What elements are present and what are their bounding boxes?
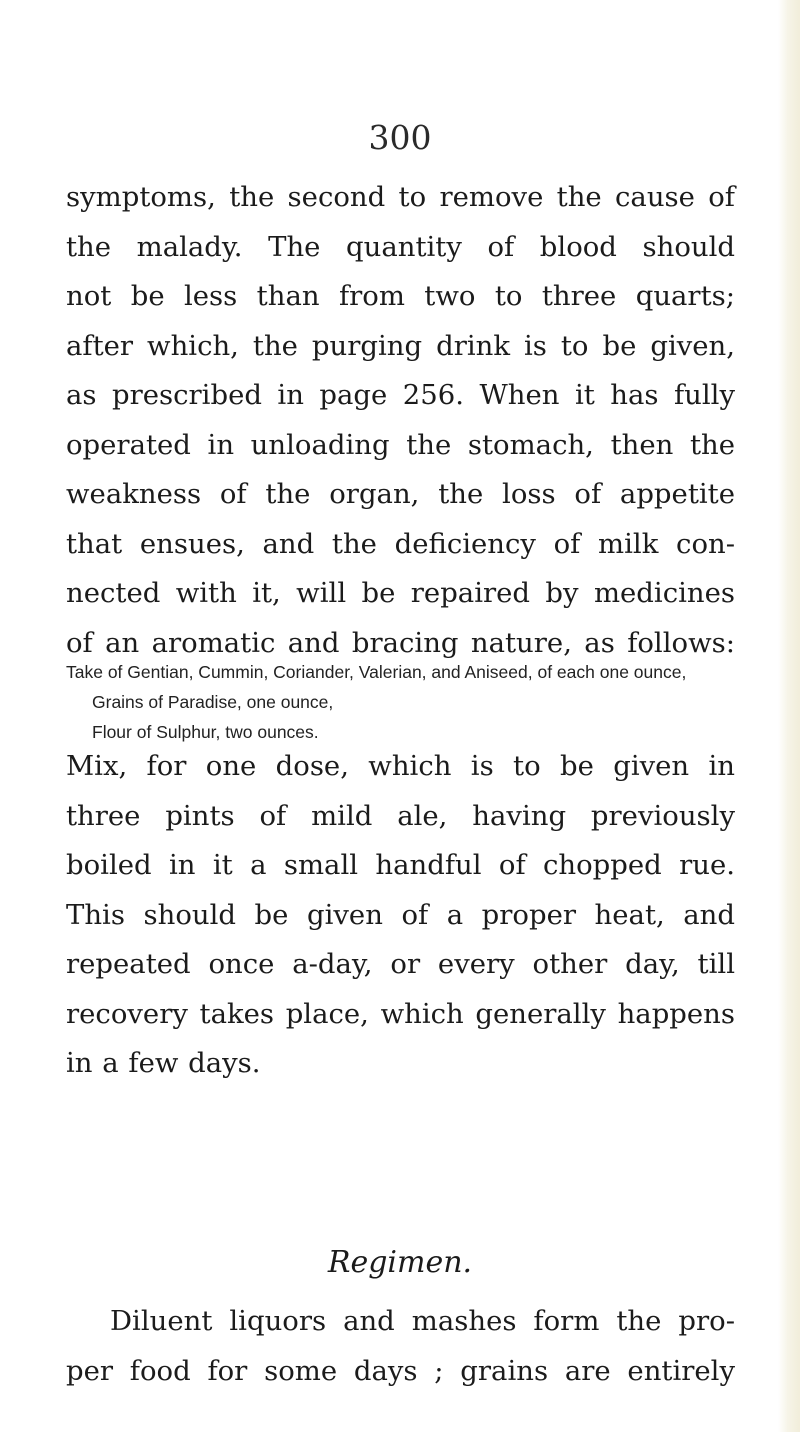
page-number: 300	[368, 118, 432, 157]
text-line: boiled in it a small handful of chopped rue.	[66, 849, 735, 881]
text-line: repeated once a-day, or every other day, till	[66, 948, 735, 980]
text-line: symptoms, the second to remove the cause of	[66, 181, 735, 213]
text-line: after which, the purging drink is to be given,	[66, 329, 735, 362]
text-line: three pints of mild ale, having previously	[66, 799, 735, 832]
text-line: weakness of the organ, the loss of appetite	[66, 478, 735, 510]
text-line: of an aromatic and bracing nature, as follows:	[66, 626, 735, 659]
text-line: per food for some days ; grains are entirely	[66, 1354, 735, 1387]
text-line: operated in unloading the stomach, then the	[66, 428, 735, 461]
text-line: in a few days.	[66, 1047, 261, 1079]
text-line: This should be given of a proper heat, and	[66, 898, 735, 931]
paragraph-dose	[66, 742, 735, 1089]
text-line: that ensues, and the deficiency of milk con-	[66, 527, 735, 560]
text-line: Mix, for one dose, which is to be given in	[66, 750, 735, 782]
text-line: the malady. The quantity of blood should	[66, 230, 735, 263]
recipe-line: Take of Gentian, Cummin, Coriander, Valerian, and Aniseed, of each one ounce,	[66, 662, 687, 682]
text-line: nected with it, will be repaired by medicines	[66, 577, 735, 609]
text-line: recovery takes place, which generally happens	[66, 997, 735, 1030]
text-line: as prescribed in page 256. When it has fully	[66, 379, 735, 411]
text-line: not be less than from two to three quarts;	[66, 280, 735, 312]
recipe-block	[0, 657, 800, 747]
paragraph-symptoms	[66, 173, 735, 668]
paragraph-regimen	[66, 1297, 735, 1396]
recipe-line: Grains of Paradise, one ounce,	[92, 692, 334, 712]
recipe-line: Flour of Sulphur, two ounces.	[92, 722, 319, 742]
section-heading: Regimen.	[327, 1245, 473, 1280]
text-line: Diluent liquors and mashes form the pro-	[110, 1305, 735, 1337]
